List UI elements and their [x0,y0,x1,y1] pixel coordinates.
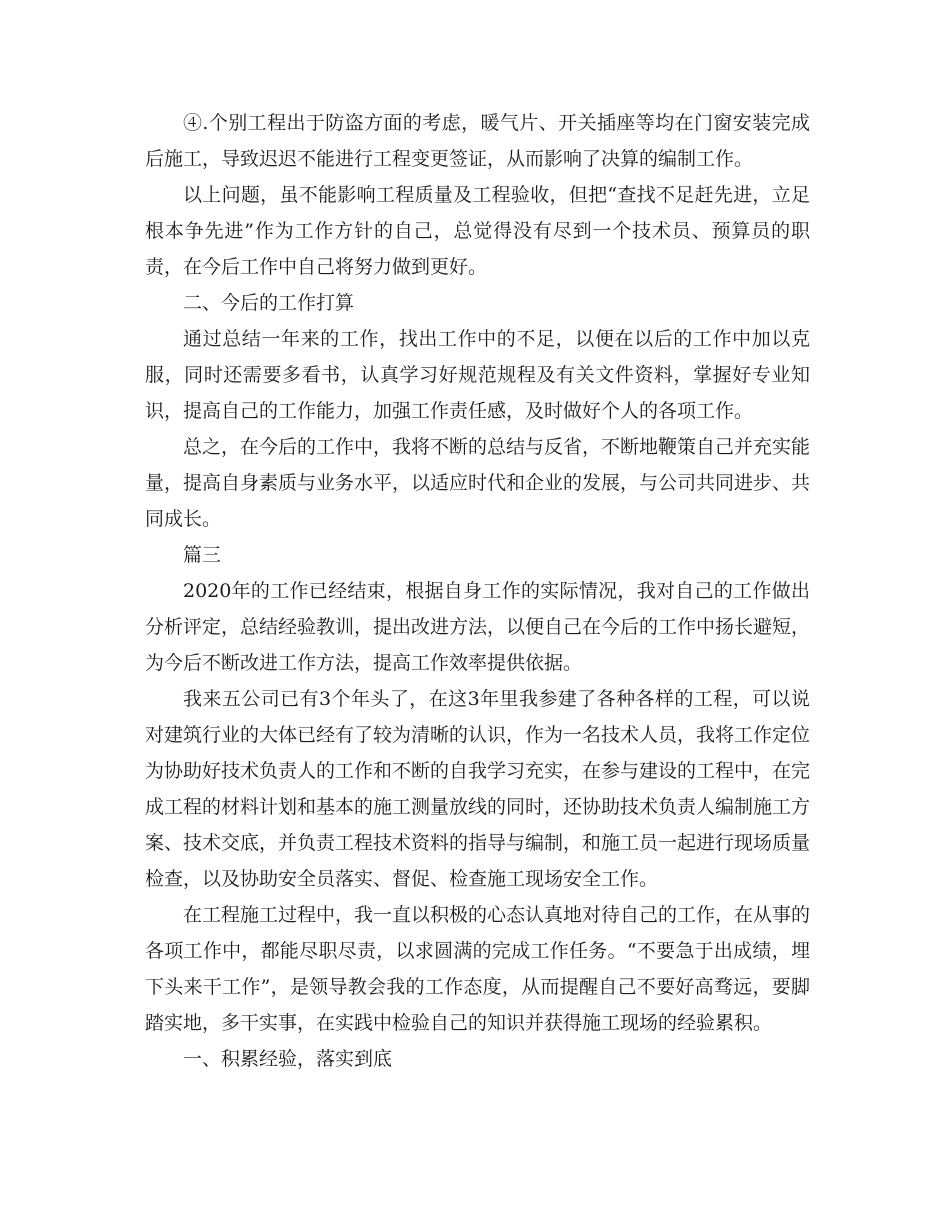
document-body [145,105,810,1077]
paragraph-conclusion: 总之，在今后的工作中，我将不断的总结与反省，不断地鞭策自己并充实能量，提高自身素质与业务水平，以适应时代和企业的发展，与公司共同进步、共同成长。 [145,436,811,530]
paragraph-item-4-issue: ④.个别工程出于防盗方面的考虑，暖气片、开关插座等均在门窗安装完成后施工，导致迟迟不能进行工程变更签证，从而影响了决算的编制工作。 [145,112,810,170]
section-heading-future-plan: 二、今后的工作打算 [183,292,355,314]
paragraph-work-attitude: 在工程施工过程中，我一直以积极的心态认真地对待自己的工作，在从事的各项工作中，都能尽职尽责，以求圆满的完成工作任务。“不要急于出成绩，埋下头来干工作”，是领导教会我的工作态度，从而提醒自己不要好高骛远，要脚踏实地，多干实事，在实践中检验自己的知识并获得施工现场的经验累积。 [145,904,811,1034]
section-heading-accumulate-experience: 一、积累经验，落实到底 [183,1048,393,1070]
paragraph-problems-summary: 以上问题，虽不能影响工程质量及工程验收，但把“查找不足赶先进，立足根本争先进”作为工作方针的自己，总觉得没有尽到一个技术员、预算员的职责，在今后工作中自己将努力做到更好。 [145,184,810,278]
paragraph-future-plan: 通过总结一年来的工作，找出工作中的不足，以便在以后的工作中加以克服，同时还需要多看书，认真学习好规范规程及有关文件资料，掌握好专业知识，提高自己的工作能力，加强工作责任感，及时做好个人的各项工作。 [145,328,810,422]
paragraph-year-review: 2020年的工作已经结束，根据自身工作的实际情况，我对自己的工作做出分析评定，总结经验教训，提出改进方法，以便自己在今后的工作中扬长避短，为今后不断改进工作方法，提高工作效率提供依据。 [145,580,811,674]
paragraph-experience: 我来五公司已有3个年头了，在这3年里我参建了各种各样的工程，可以说对建筑行业的大体已经有了较为清晰的认识，作为一名技术人员，我将工作定位为协助好技术负责人的工作和不断的自我学习充实，在参与建设的工程中，在完成工程的材料计划和基本的施工测量放线的同时，还协助技术负责人编制施工方案、技术交底，并负责工程技术资料的指导与编制，和施工员一起进行现场质量检查，以及协助安全员落实、督促、检查施工现场安全工作。 [145,688,811,890]
section-heading-part-three: 篇三 [183,544,222,566]
